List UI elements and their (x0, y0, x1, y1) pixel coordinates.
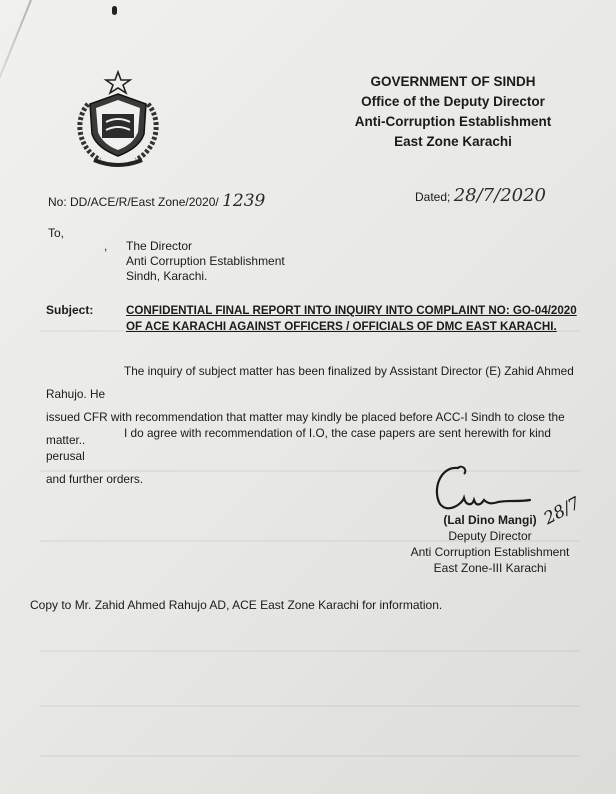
handwritten-reference-number: 1239 (222, 191, 266, 211)
recipient-address (126, 239, 285, 284)
letterhead-line: Office of the Deputy Director (361, 94, 545, 109)
paper-fold-mark (0, 0, 32, 121)
body-line: I do agree with recommendation of I.O, the case papers are sent herewith for kind perusal (46, 426, 551, 463)
date-label: Dated; (415, 190, 451, 204)
copy-to-line: Copy to Mr. Zahid Ahmed Rahujo AD, ACE East Zone Karachi for information. (30, 598, 443, 612)
reference-number (48, 191, 265, 211)
letterhead-line: East Zone Karachi (394, 134, 512, 149)
bleed-through-line (40, 755, 580, 757)
salutation-to: To, (48, 226, 65, 240)
bleed-through-line (40, 705, 580, 707)
signature-initial-date: 28/7 (540, 493, 584, 529)
punch-hole (112, 6, 117, 15)
body-line: and further orders. (46, 472, 144, 486)
bleed-through-line (40, 650, 580, 652)
signatory-zone: East Zone-III Karachi (433, 561, 547, 575)
signatory-name: (Lal Dino Mangi) (443, 513, 537, 527)
signatory-title: Deputy Director (448, 529, 532, 543)
body-line: The inquiry of subject matter has been finalized by Assistant Director (E) Zahid Ahmed Rahujo. He (46, 364, 574, 401)
handwritten-date: 28/7/2020 (453, 185, 546, 206)
subject-text (126, 303, 596, 335)
address-line: Anti Corruption Establishment (126, 254, 285, 268)
signature-block (380, 512, 600, 576)
letterhead (318, 72, 588, 152)
address-line: The Director (126, 239, 193, 253)
address-line: Sindh, Karachi. (126, 269, 208, 283)
letterhead-line: GOVERNMENT OF SINDH (370, 74, 536, 89)
address-comma: , (104, 239, 108, 253)
signatory-organization: Anti Corruption Establishment (410, 545, 570, 559)
letter-date (415, 185, 546, 206)
body-line: issued CFR with recommendation that matter may kindly be placed before ACC-I Sindh to close the matter.. (46, 410, 565, 447)
subject-line: OF ACE KARACHI AGAINST OFFICERS / OFFICIALS OF DMC EAST KARACHI. (126, 320, 557, 333)
letterhead-line: Anti-Corruption Establishment (354, 114, 552, 129)
subject-line: CONFIDENTIAL FINAL REPORT INTO INQUIRY INTO COMPLAINT NO: GO-04/2020 (126, 304, 577, 317)
reference-label: No: DD/ACE/R/East Zone/2020/ (48, 195, 219, 209)
sindh-government-emblem (64, 70, 172, 170)
subject-label: Subject: (46, 303, 94, 317)
